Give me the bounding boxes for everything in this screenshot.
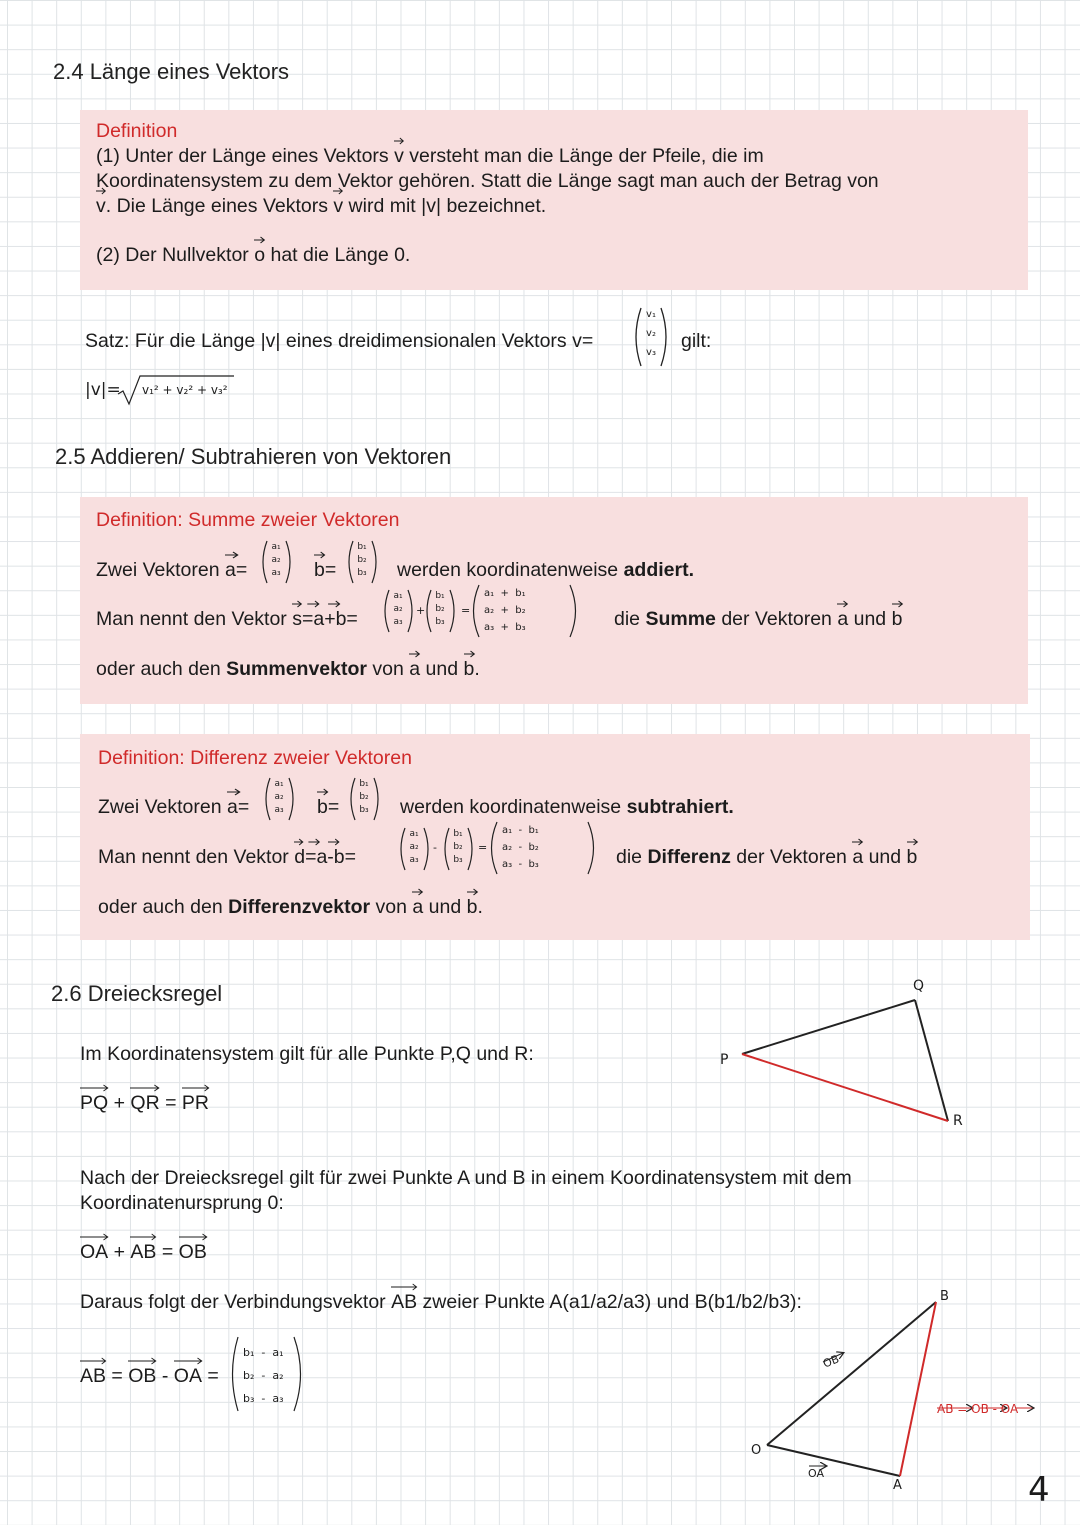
diff-line-1: Zwei Vektoren a= [98,795,249,819]
definition-title: Definition [96,120,178,142]
vector-s-def: s=a+b= [292,607,358,631]
diff-line-2: Man nennt den Vektor d=a-b= [98,845,356,869]
sum-a-components: a₁ a₂ a₃ [271,542,281,578]
sum-b-eq: b= [314,558,336,582]
sum-b-parens [346,539,380,585]
connection-vector-text: Daraus folgt der Verbindungsvektor AB zweier Punkte A(a1/a2/a3) und B(b1/b2/b3): [80,1290,802,1314]
triangle-figure-oab [740,1290,1060,1500]
sum-line-1: Zwei Vektoren a= [96,558,247,582]
point-label-o: O [751,1443,762,1458]
heading-2-5: 2.5 Addieren/ Subtrahieren von Vektoren [55,444,452,469]
point-label-p: P [720,1052,729,1068]
definition-line-4: (2) Der Nullvektor o hat die Länge 0. [96,243,410,267]
point-label-b: B [940,1289,949,1304]
triangle-intro: Im Koordinatensystem gilt für alle Punkte P,Q und R: [80,1043,534,1065]
diff-op: - [433,841,437,854]
diff-a2-components: a₁ a₂ a₃ [409,829,419,865]
segment-oa [767,1445,900,1476]
sum-b2-components: b₁ b₂ b₃ [435,591,445,627]
sum-a2-components: a₁ a₂ a₃ [393,591,403,627]
diff-eq: = [478,841,488,854]
heading-2-6: 2.6 Dreiecksregel [51,981,223,1006]
sum-op: + [416,604,426,617]
point-label-a: A [893,1478,902,1493]
point-label-r: R [953,1113,963,1129]
definition-box-difference [80,734,1030,940]
diff-b2-components: b₁ b₂ b₃ [453,829,463,865]
rule-paragraph-line-1: Nach der Dreiecksregel gilt für zwei Punkte A und B in einem Koordinatensystem mit dem [80,1167,852,1189]
diff-b-eq: b= [317,795,339,819]
rule-paragraph-line-2: Koordinatenursprung 0: [80,1192,284,1214]
vector-v: v [333,194,343,218]
diff-line-1-rest: werden koordinatenweise subtrahiert. [400,796,734,818]
label-oa: OA [808,1467,824,1480]
length-formula-lhs: |v|= [85,380,121,400]
definition-line-3: v . Die Länge eines Vektors v wird mit |v| bezeichnet. [96,194,546,218]
sum-line-2: Man nennt den Vektor s=a+b= [96,607,358,631]
diff-result-components: a₁ - b₁ a₂ - b₂ a₃ - b₃ [502,825,539,870]
definition-line-1: (1) Unter der Länge eines Vektors v versteht man die Länge der Pfeile, die im [96,144,764,168]
definition-box-length [80,110,1028,290]
vector-d-def: d=a-b= [294,845,356,869]
diff-title: Definition: Differenz zweier Vektoren [98,747,412,769]
diff-line-3: oder auch den Differenzvektor von a und b . [98,895,483,919]
sum-b-components: b₁ b₂ b₃ [357,542,367,578]
page-number: 4 [1028,1470,1050,1510]
vector-v: v [394,144,404,168]
definition-box-sum [80,497,1028,704]
origin-rule: OA + AB = OB [80,1240,207,1264]
diff-line-2-rest: die Differenz der Vektoren a und b [616,845,917,869]
satz-gilt: gilt: [681,330,712,352]
sum-a-parens [260,539,294,585]
sum-line-2-rest: die Summe der Vektoren a und b [614,607,902,631]
connection-vector-formula: AB = OB - OA = [80,1364,219,1388]
point-label-q: Q [913,978,925,994]
definition-line-2: Koordinatensystem zu dem Vektor gehören. Statt die Länge sagt man auch der Betrag von [96,170,879,192]
ab-result-components: b₁ - a₁ b₂ - a₂ b₃ - a₃ [243,1346,284,1405]
diff-a-components: a₁ a₂ a₃ [274,779,284,815]
vector-o: o [254,243,265,267]
satz-text: Satz: Für die Länge |v| eines dreidimensionalen Vektors v= [85,330,594,352]
abs-v: |v| [421,195,442,217]
segment-qr [915,1000,948,1121]
heading-2-4: 2.4 Länge eines Vektors [53,59,290,84]
sum-line-3: oder auch den Summenvektor von a und b . [96,657,480,681]
ab-difference-formula: AB = OB - OA [937,1402,1019,1416]
length-formula-radicand: v₁² + v₂² + v₃² [142,383,228,397]
segment-pr [742,1054,948,1121]
label-ob: OB [821,1352,842,1371]
vector-v-components: v₁ v₂ v₃ [646,309,656,358]
triangle-rule: PQ + QR = PR [80,1091,209,1115]
sum-line-1-rest: werden koordinatenweise addiert. [397,559,694,581]
vector-v: v [96,194,106,218]
sum-result-components: a₁ + b₁ a₂ + b₂ a₃ + b₃ [484,588,526,633]
segment-pq [742,1000,915,1054]
sum-title: Definition: Summe zweier Vektoren [96,509,400,531]
diff-b-components: b₁ b₂ b₃ [359,779,369,815]
sum-eq: = [461,604,471,617]
vector-a-eq: a= [225,558,247,582]
vector-a-eq: a= [227,795,249,819]
